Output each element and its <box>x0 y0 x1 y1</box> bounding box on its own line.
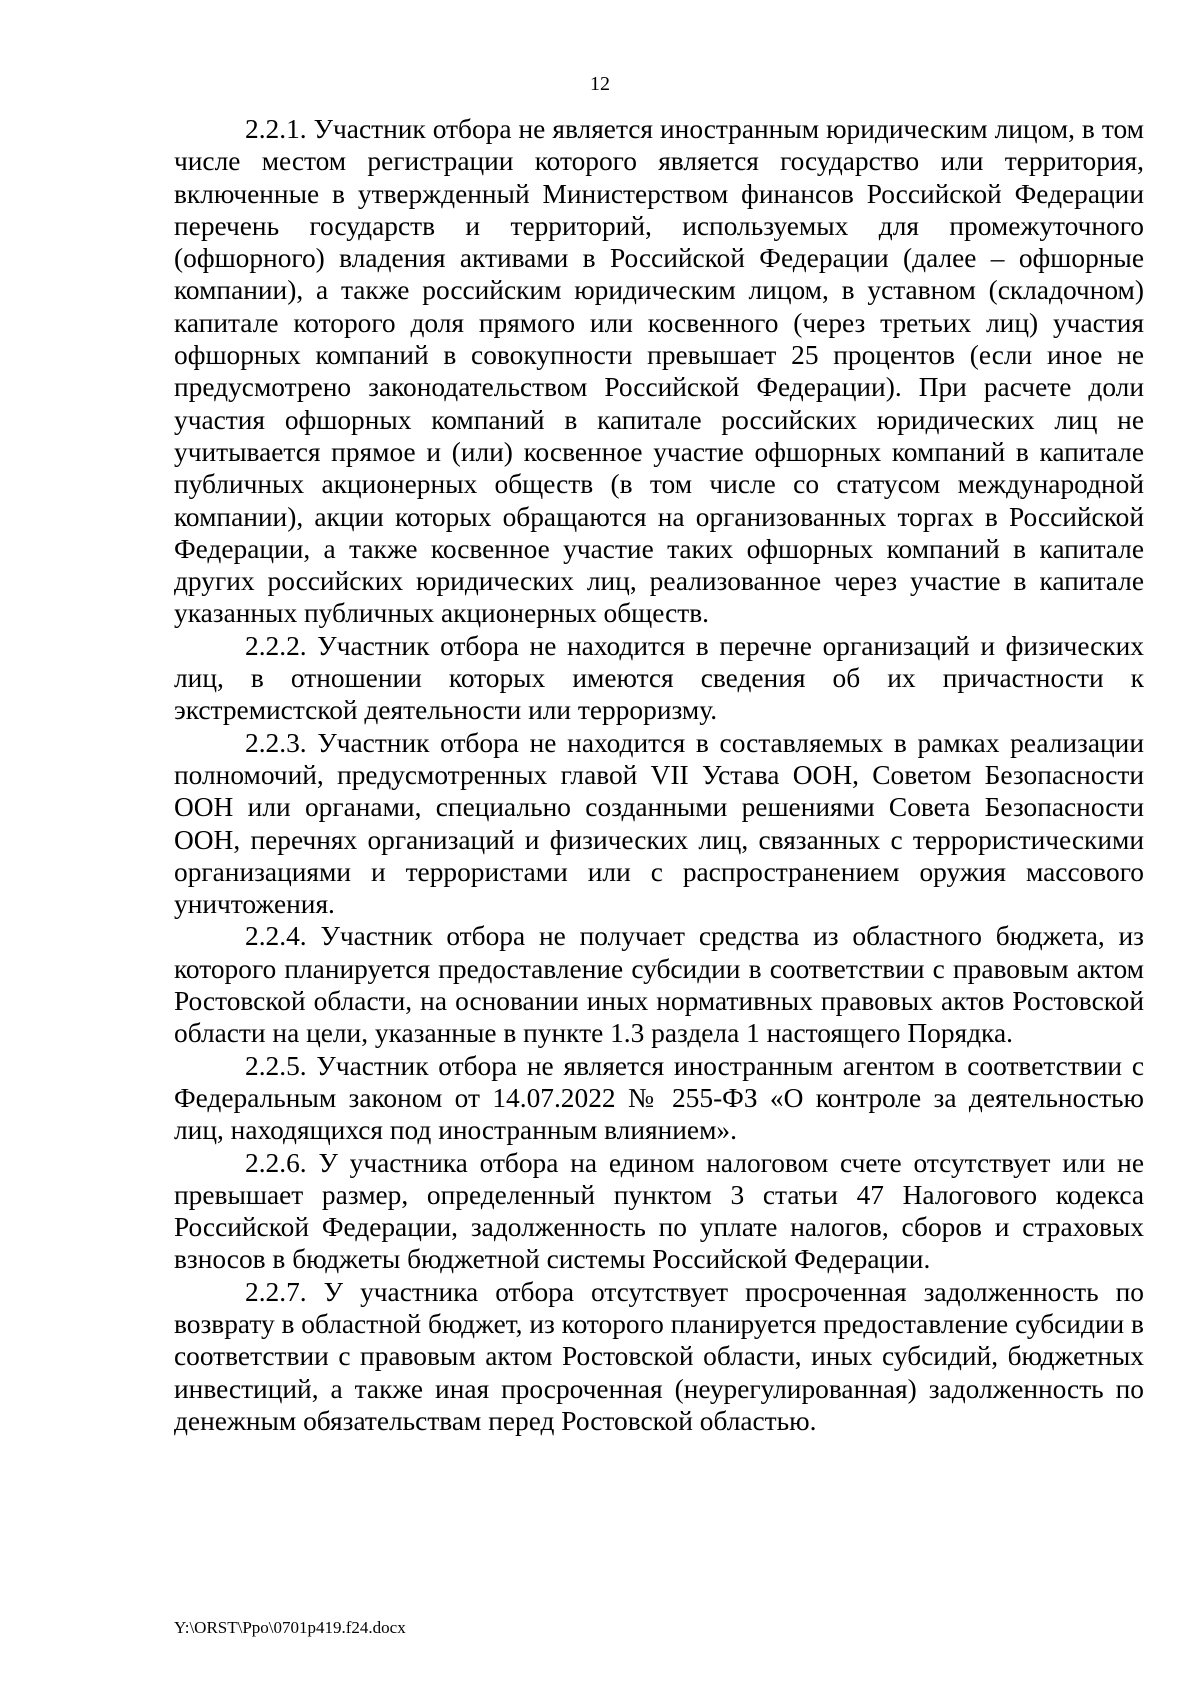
paragraph-2-2-2: 2.2.2. Участник отбора не находится в перечне организаций и физических лиц, в отношении которых имеются сведения об их причастности к экстремистской деятельности или терроризму. <box>174 630 1144 726</box>
paragraph-2-2-1: 2.2.1. Участник отбора не является иностранным юридическим лицом, в том числе местом регистрации которого является государство или территория, включенные в утвержденный Министерством финансов Российской Федерации перечень государств и территорий, используемых для промежуточного (офшорного) владения активами в Российской Федерации (далее – офшорные компании), а также российским юридическим лицом, в уставном (складочном) капитале которого доля прямого или косвенного (через третьих лиц) участия офшорных компаний в совокупности превышает 25 процентов (если иное не предусмотрено законодательством Российской Федерации). При расчете доли участия офшорных компаний в капитале российских юридических лиц не учитывается прямое и (или) косвенное участие офшорных компаний в капитале публичных акционерных обществ (в том числе со статусом международной компании), акции которых обращаются на организованных торгах в Российской Федерации, а также косвенное участие таких офшорных компаний в капитале других российских юридических лиц, реализованное через участие в капитале указанных публичных акционерных обществ. <box>174 114 1144 629</box>
page-number: 12 <box>590 73 610 95</box>
paragraph-2-2-7: 2.2.7. У участника отбора отсутствует просроченная задолженность по возврату в областной бюджет, из которого планируется предоставление субсидии в соответствии с правовым актом Ростовской области, иных субсидий, бюджетных инвестиций, а также иная просроченная (неурегулированная) задолженность по денежным обязательствам перед Ростовской областью. <box>174 1276 1144 1436</box>
document-body <box>174 113 1144 1437</box>
paragraph-2-2-5: 2.2.5. Участник отбора не является иностранным агентом в соответствии с Федеральным законом от 14.07.2022 № 255-ФЗ «О контроле за деятельностью лиц, находящихся под иностранным влиянием». <box>174 1050 1144 1146</box>
paragraph-2-2-3: 2.2.3. Участник отбора не находится в составляемых в рамках реализации полномочий, предусмотренных главой VII Устава ООН, Советом Безопасности ООН или органами, специально созданными решениями Совета Безопасности ООН, перечнях организаций и физических лиц, связанных с террористическими организациями и террористами или с распространением оружия массового уничтожения. <box>174 727 1144 920</box>
paragraph-2-2-6: 2.2.6. У участника отбора на едином налоговом счете отсутствует или не превышает размер, определенный пунктом 3 статьи 47 Налогового кодекса Российской Федерации, задолженность по уплате налогов, сборов и страховых взносов в бюджеты бюджетной системы Российской Федерации. <box>174 1147 1144 1275</box>
footer-file-path: Y:\ORST\Ppo\0701p419.f24.docx <box>174 1618 406 1637</box>
paragraph-2-2-4: 2.2.4. Участник отбора не получает средства из областного бюджета, из которого планируется предоставление субсидии в соответствии с правовым актом Ростовской области, на основании иных нормативных правовых актов Ростовской области на цели, указанные в пункте 1.3 раздела 1 настоящего Порядка. <box>174 921 1144 1049</box>
